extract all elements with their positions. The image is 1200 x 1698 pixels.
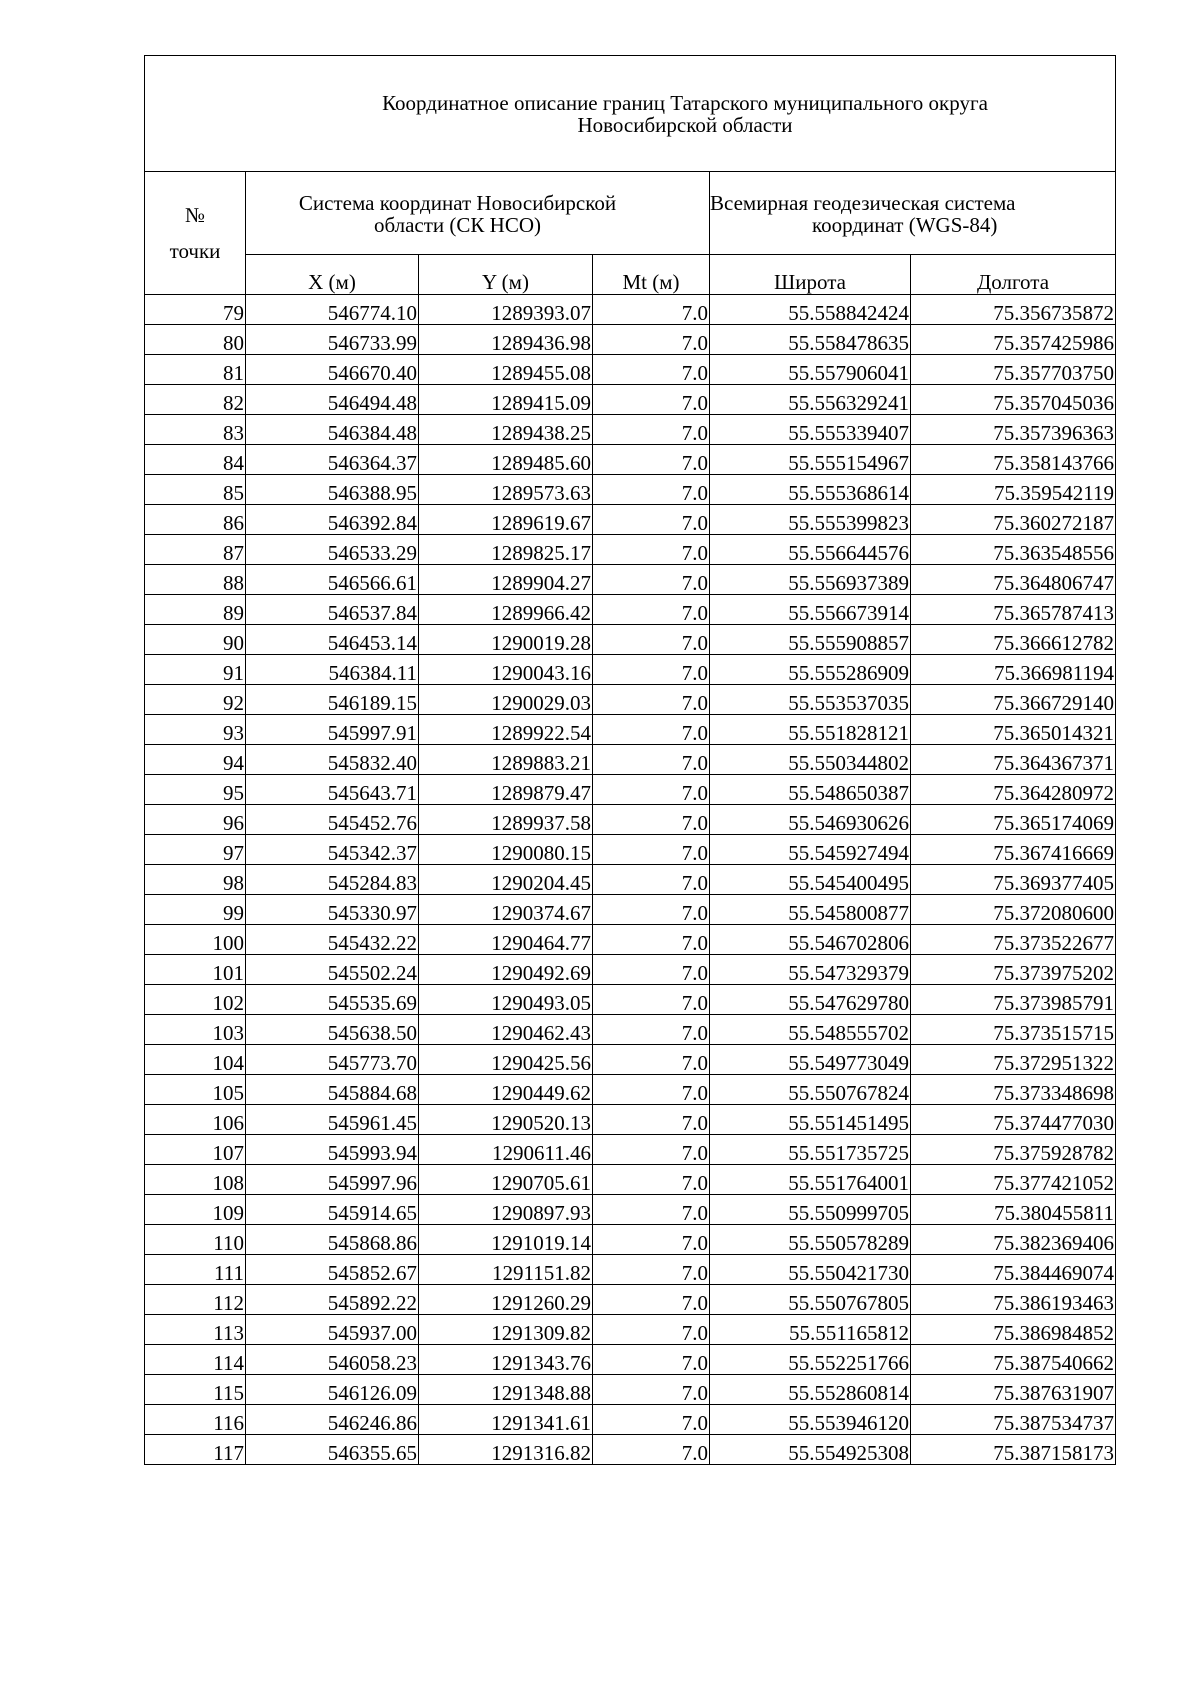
mt-cell: 7.0 [593, 1105, 710, 1135]
table-row [145, 535, 1116, 565]
x-cell: 545884.68 [246, 1075, 419, 1105]
point-number-cell: 87 [145, 535, 246, 565]
y-cell: 1289619.67 [419, 505, 593, 535]
y-cell: 1289415.09 [419, 385, 593, 415]
table-row [145, 775, 1116, 805]
x-cell: 545342.37 [246, 835, 419, 865]
y-cell: 1291260.29 [419, 1285, 593, 1315]
y-cell: 1289573.63 [419, 475, 593, 505]
point-word: точки [169, 239, 221, 263]
latitude-cell: 55.556644576 [710, 535, 911, 565]
latitude-cell: 55.547329379 [710, 955, 911, 985]
longitude-cell: 75.386984852 [911, 1315, 1116, 1345]
mt-cell: 7.0 [593, 1075, 710, 1105]
x-cell: 546494.48 [246, 385, 419, 415]
longitude-cell: 75.366981194 [911, 655, 1116, 685]
y-cell: 1290462.43 [419, 1015, 593, 1045]
table-row [145, 925, 1116, 955]
longitude-cell: 75.369377405 [911, 865, 1116, 895]
table-row [145, 1375, 1116, 1405]
mt-cell: 7.0 [593, 1345, 710, 1375]
y-column-header: Y (м) [419, 255, 593, 295]
longitude-cell: 75.357396363 [911, 415, 1116, 445]
latitude-cell: 55.552860814 [710, 1375, 911, 1405]
table-row [145, 1405, 1116, 1435]
mt-cell: 7.0 [593, 985, 710, 1015]
longitude-cell: 75.365014321 [911, 715, 1116, 745]
mt-cell: 7.0 [593, 1195, 710, 1225]
x-cell: 546384.11 [246, 655, 419, 685]
coordinate-document [144, 55, 1115, 1465]
mt-cell: 7.0 [593, 1165, 710, 1195]
y-cell: 1291309.82 [419, 1315, 593, 1345]
point-number-cell: 85 [145, 475, 246, 505]
longitude-cell: 75.365787413 [911, 595, 1116, 625]
table-row [145, 475, 1116, 505]
latitude-cell: 55.555908857 [710, 625, 911, 655]
longitude-cell: 75.382369406 [911, 1225, 1116, 1255]
longitude-cell: 75.366612782 [911, 625, 1116, 655]
mt-cell: 7.0 [593, 1135, 710, 1165]
mt-cell: 7.0 [593, 655, 710, 685]
table-row [145, 1285, 1116, 1315]
x-cell: 546355.65 [246, 1435, 419, 1465]
x-cell: 546364.37 [246, 445, 419, 475]
latitude-cell: 55.555339407 [710, 415, 911, 445]
longitude-cell: 75.373975202 [911, 955, 1116, 985]
y-cell: 1289436.98 [419, 325, 593, 355]
y-cell: 1290080.15 [419, 835, 593, 865]
longitude-cell: 75.374477030 [911, 1105, 1116, 1135]
x-cell: 545643.71 [246, 775, 419, 805]
table-row [145, 835, 1116, 865]
latitude-cell: 55.550421730 [710, 1255, 911, 1285]
x-cell: 545961.45 [246, 1105, 419, 1135]
table-row [145, 1045, 1116, 1075]
y-cell: 1290204.45 [419, 865, 593, 895]
mt-cell: 7.0 [593, 445, 710, 475]
mt-cell: 7.0 [593, 805, 710, 835]
point-number-cell: 86 [145, 505, 246, 535]
y-cell: 1289922.54 [419, 715, 593, 745]
mt-cell: 7.0 [593, 685, 710, 715]
table-row [145, 355, 1116, 385]
mt-cell: 7.0 [593, 595, 710, 625]
table-row [145, 715, 1116, 745]
mt-cell: 7.0 [593, 1435, 710, 1465]
x-cell: 546453.14 [246, 625, 419, 655]
mt-cell: 7.0 [593, 865, 710, 895]
longitude-cell: 75.357045036 [911, 385, 1116, 415]
latitude-cell: 55.555154967 [710, 445, 911, 475]
point-number-cell: 97 [145, 835, 246, 865]
point-number-cell: 93 [145, 715, 246, 745]
y-cell: 1291348.88 [419, 1375, 593, 1405]
mt-cell: 7.0 [593, 1285, 710, 1315]
longitude-cell: 75.372951322 [911, 1045, 1116, 1075]
table-row [145, 1075, 1116, 1105]
x-cell: 546392.84 [246, 505, 419, 535]
y-cell: 1290897.93 [419, 1195, 593, 1225]
point-number-cell: 106 [145, 1105, 246, 1135]
x-cell: 545773.70 [246, 1045, 419, 1075]
y-cell: 1290493.05 [419, 985, 593, 1015]
mt-cell: 7.0 [593, 535, 710, 565]
latitude-cell: 55.550344802 [710, 745, 911, 775]
point-number-cell: 98 [145, 865, 246, 895]
x-cell: 545937.00 [246, 1315, 419, 1345]
latitude-cell: 55.546702806 [710, 925, 911, 955]
point-number-cell: 80 [145, 325, 246, 355]
longitude-cell: 75.377421052 [911, 1165, 1116, 1195]
x-cell: 545330.97 [246, 895, 419, 925]
latitude-cell: 55.551735725 [710, 1135, 911, 1165]
table-row [145, 1015, 1116, 1045]
latitude-cell: 55.545800877 [710, 895, 911, 925]
latitude-cell: 55.548650387 [710, 775, 911, 805]
longitude-cell: 75.373985791 [911, 985, 1116, 1015]
point-number-cell: 91 [145, 655, 246, 685]
table-row [145, 1225, 1116, 1255]
table-row [145, 895, 1116, 925]
point-number-cell: 103 [145, 1015, 246, 1045]
longitude-cell: 75.386193463 [911, 1285, 1116, 1315]
table-row [145, 295, 1116, 325]
point-number-cell: 114 [145, 1345, 246, 1375]
point-number-cell: 83 [145, 415, 246, 445]
mt-cell: 7.0 [593, 1255, 710, 1285]
point-number-cell: 94 [145, 745, 246, 775]
mt-cell: 7.0 [593, 475, 710, 505]
longitude-cell: 75.363548556 [911, 535, 1116, 565]
wgs84-system-header [710, 172, 1116, 255]
x-cell: 546058.23 [246, 1345, 419, 1375]
document-title [145, 56, 1116, 172]
x-cell: 545852.67 [246, 1255, 419, 1285]
point-number-cell: 89 [145, 595, 246, 625]
x-cell: 545997.96 [246, 1165, 419, 1195]
coordinate-table [144, 55, 1116, 1465]
title-line-2: Новосибирской области [577, 112, 793, 137]
latitude-cell: 55.553946120 [710, 1405, 911, 1435]
table-row [145, 385, 1116, 415]
table-row [145, 1105, 1116, 1135]
point-number-header [145, 172, 246, 295]
table-row [145, 1315, 1116, 1345]
latitude-column-header: Широта [710, 255, 911, 295]
x-cell: 546388.95 [246, 475, 419, 505]
y-cell: 1291316.82 [419, 1435, 593, 1465]
x-cell: 545993.94 [246, 1135, 419, 1165]
point-number-cell: 105 [145, 1075, 246, 1105]
latitude-cell: 55.556937389 [710, 565, 911, 595]
latitude-cell: 55.558842424 [710, 295, 911, 325]
point-number-cell: 111 [145, 1255, 246, 1285]
point-number-cell: 90 [145, 625, 246, 655]
latitude-cell: 55.557906041 [710, 355, 911, 385]
latitude-cell: 55.549773049 [710, 1045, 911, 1075]
point-number-cell: 82 [145, 385, 246, 415]
longitude-cell: 75.364367371 [911, 745, 1116, 775]
table-row [145, 1195, 1116, 1225]
latitude-cell: 55.553537035 [710, 685, 911, 715]
y-cell: 1289825.17 [419, 535, 593, 565]
longitude-cell: 75.373348698 [911, 1075, 1116, 1105]
mt-cell: 7.0 [593, 775, 710, 805]
mt-cell: 7.0 [593, 1015, 710, 1045]
x-cell: 545997.91 [246, 715, 419, 745]
y-cell: 1290019.28 [419, 625, 593, 655]
x-cell: 546126.09 [246, 1375, 419, 1405]
x-cell: 546670.40 [246, 355, 419, 385]
table-row [145, 655, 1116, 685]
y-cell: 1290449.62 [419, 1075, 593, 1105]
latitude-cell: 55.545927494 [710, 835, 911, 865]
longitude-cell: 75.367416669 [911, 835, 1116, 865]
mt-cell: 7.0 [593, 295, 710, 325]
longitude-cell: 75.365174069 [911, 805, 1116, 835]
longitude-cell: 75.380455811 [911, 1195, 1116, 1225]
mt-cell: 7.0 [593, 385, 710, 415]
y-cell: 1290043.16 [419, 655, 593, 685]
table-row [145, 595, 1116, 625]
x-cell: 545832.40 [246, 745, 419, 775]
longitude-cell: 75.364280972 [911, 775, 1116, 805]
y-cell: 1289393.07 [419, 295, 593, 325]
x-cell: 546384.48 [246, 415, 419, 445]
point-number-cell: 84 [145, 445, 246, 475]
longitude-cell: 75.387158173 [911, 1435, 1116, 1465]
mt-column-header: Mt (м) [593, 255, 710, 295]
point-number-cell: 108 [145, 1165, 246, 1195]
table-row [145, 1435, 1116, 1465]
point-number-cell: 107 [145, 1135, 246, 1165]
table-row [145, 1165, 1116, 1195]
y-cell: 1290029.03 [419, 685, 593, 715]
latitude-cell: 55.551451495 [710, 1105, 911, 1135]
longitude-cell: 75.387631907 [911, 1375, 1116, 1405]
mt-cell: 7.0 [593, 1375, 710, 1405]
table-row [145, 1135, 1116, 1165]
header-row-1 [145, 172, 1116, 255]
latitude-cell: 55.556673914 [710, 595, 911, 625]
nso-header-line-1: Система координат Новосибирской [298, 191, 617, 215]
y-cell: 1290425.56 [419, 1045, 593, 1075]
latitude-cell: 55.550767824 [710, 1075, 911, 1105]
point-number-cell: 79 [145, 295, 246, 325]
y-cell: 1289883.21 [419, 745, 593, 775]
mt-cell: 7.0 [593, 1225, 710, 1255]
table-row [145, 505, 1116, 535]
longitude-cell: 75.357425986 [911, 325, 1116, 355]
x-cell: 545432.22 [246, 925, 419, 955]
latitude-cell: 55.555286909 [710, 655, 911, 685]
longitude-cell: 75.358143766 [911, 445, 1116, 475]
x-cell: 545914.65 [246, 1195, 419, 1225]
point-number-cell: 101 [145, 955, 246, 985]
table-row [145, 805, 1116, 835]
point-number-cell: 102 [145, 985, 246, 1015]
latitude-cell: 55.548555702 [710, 1015, 911, 1045]
x-cell: 546537.84 [246, 595, 419, 625]
x-cell: 545284.83 [246, 865, 419, 895]
point-number-cell: 100 [145, 925, 246, 955]
y-cell: 1291341.61 [419, 1405, 593, 1435]
longitude-cell: 75.359542119 [911, 475, 1116, 505]
latitude-cell: 55.556329241 [710, 385, 911, 415]
point-number-cell: 95 [145, 775, 246, 805]
latitude-cell: 55.550767805 [710, 1285, 911, 1315]
mt-cell: 7.0 [593, 325, 710, 355]
y-cell: 1291019.14 [419, 1225, 593, 1255]
x-cell: 545892.22 [246, 1285, 419, 1315]
point-number-cell: 81 [145, 355, 246, 385]
y-cell: 1290492.69 [419, 955, 593, 985]
latitude-cell: 55.552251766 [710, 1345, 911, 1375]
point-number-cell: 112 [145, 1285, 246, 1315]
longitude-cell: 75.364806747 [911, 565, 1116, 595]
point-number-cell: 88 [145, 565, 246, 595]
mt-cell: 7.0 [593, 835, 710, 865]
table-row [145, 445, 1116, 475]
longitude-cell: 75.360272187 [911, 505, 1116, 535]
mt-cell: 7.0 [593, 1045, 710, 1075]
longitude-cell: 75.372080600 [911, 895, 1116, 925]
latitude-cell: 55.550578289 [710, 1225, 911, 1255]
mt-cell: 7.0 [593, 745, 710, 775]
y-cell: 1289438.25 [419, 415, 593, 445]
longitude-cell: 75.373515715 [911, 1015, 1116, 1045]
latitude-cell: 55.558478635 [710, 325, 911, 355]
latitude-cell: 55.551764001 [710, 1165, 911, 1195]
header-row-2 [145, 255, 1116, 295]
x-cell: 546533.29 [246, 535, 419, 565]
longitude-cell: 75.384469074 [911, 1255, 1116, 1285]
latitude-cell: 55.555368614 [710, 475, 911, 505]
point-number-cell: 115 [145, 1375, 246, 1405]
y-cell: 1290611.46 [419, 1135, 593, 1165]
y-cell: 1290464.77 [419, 925, 593, 955]
point-number-cell: 96 [145, 805, 246, 835]
nso-system-header [246, 172, 710, 255]
x-cell: 545535.69 [246, 985, 419, 1015]
y-cell: 1289904.27 [419, 565, 593, 595]
x-cell: 546246.86 [246, 1405, 419, 1435]
table-row [145, 745, 1116, 775]
x-cell: 546189.15 [246, 685, 419, 715]
table-row [145, 1255, 1116, 1285]
latitude-cell: 55.551165812 [710, 1315, 911, 1345]
point-number-cell: 104 [145, 1045, 246, 1075]
table-row [145, 685, 1116, 715]
latitude-cell: 55.550999705 [710, 1195, 911, 1225]
title-row [145, 56, 1116, 172]
y-cell: 1291151.82 [419, 1255, 593, 1285]
y-cell: 1289937.58 [419, 805, 593, 835]
x-column-header: X (м) [246, 255, 419, 295]
latitude-cell: 55.545400495 [710, 865, 911, 895]
table-row [145, 415, 1116, 445]
longitude-cell: 75.356735872 [911, 295, 1116, 325]
wgs-header-line-1: Всемирная геодезическая система [710, 191, 1016, 215]
latitude-cell: 55.551828121 [710, 715, 911, 745]
x-cell: 546774.10 [246, 295, 419, 325]
mt-cell: 7.0 [593, 505, 710, 535]
table-row [145, 865, 1116, 895]
point-no-sign: № [184, 203, 206, 227]
nso-header-line-2: области (СК НСО) [373, 213, 542, 237]
x-cell: 545638.50 [246, 1015, 419, 1045]
mt-cell: 7.0 [593, 355, 710, 385]
mt-cell: 7.0 [593, 955, 710, 985]
x-cell: 546566.61 [246, 565, 419, 595]
mt-cell: 7.0 [593, 1405, 710, 1435]
latitude-cell: 55.547629780 [710, 985, 911, 1015]
mt-cell: 7.0 [593, 925, 710, 955]
wgs-header-line-2: координат (WGS-84) [812, 213, 998, 237]
table-row [145, 625, 1116, 655]
y-cell: 1290520.13 [419, 1105, 593, 1135]
longitude-cell: 75.375928782 [911, 1135, 1116, 1165]
mt-cell: 7.0 [593, 625, 710, 655]
y-cell: 1290374.67 [419, 895, 593, 925]
y-cell: 1289485.60 [419, 445, 593, 475]
y-cell: 1289966.42 [419, 595, 593, 625]
point-number-cell: 99 [145, 895, 246, 925]
mt-cell: 7.0 [593, 415, 710, 445]
mt-cell: 7.0 [593, 565, 710, 595]
point-number-cell: 116 [145, 1405, 246, 1435]
x-cell: 545868.86 [246, 1225, 419, 1255]
y-cell: 1289455.08 [419, 355, 593, 385]
y-cell: 1289879.47 [419, 775, 593, 805]
y-cell: 1290705.61 [419, 1165, 593, 1195]
longitude-cell: 75.366729140 [911, 685, 1116, 715]
latitude-cell: 55.554925308 [710, 1435, 911, 1465]
title-line-1: Координатное описание границ Татарского муниципального округа [382, 90, 988, 115]
point-number-cell: 92 [145, 685, 246, 715]
x-cell: 546733.99 [246, 325, 419, 355]
table-row [145, 565, 1116, 595]
mt-cell: 7.0 [593, 715, 710, 745]
table-row [145, 985, 1116, 1015]
longitude-cell: 75.387534737 [911, 1405, 1116, 1435]
point-number-cell: 109 [145, 1195, 246, 1225]
longitude-cell: 75.387540662 [911, 1345, 1116, 1375]
latitude-cell: 55.546930626 [710, 805, 911, 835]
mt-cell: 7.0 [593, 1315, 710, 1345]
latitude-cell: 55.555399823 [710, 505, 911, 535]
table-row [145, 325, 1116, 355]
table-row [145, 955, 1116, 985]
table-row [145, 1345, 1116, 1375]
x-cell: 545452.76 [246, 805, 419, 835]
longitude-cell: 75.373522677 [911, 925, 1116, 955]
point-number-cell: 113 [145, 1315, 246, 1345]
longitude-column-header: Долгота [911, 255, 1116, 295]
point-number-cell: 117 [145, 1435, 246, 1465]
x-cell: 545502.24 [246, 955, 419, 985]
longitude-cell: 75.357703750 [911, 355, 1116, 385]
y-cell: 1291343.76 [419, 1345, 593, 1375]
mt-cell: 7.0 [593, 895, 710, 925]
point-number-cell: 110 [145, 1225, 246, 1255]
